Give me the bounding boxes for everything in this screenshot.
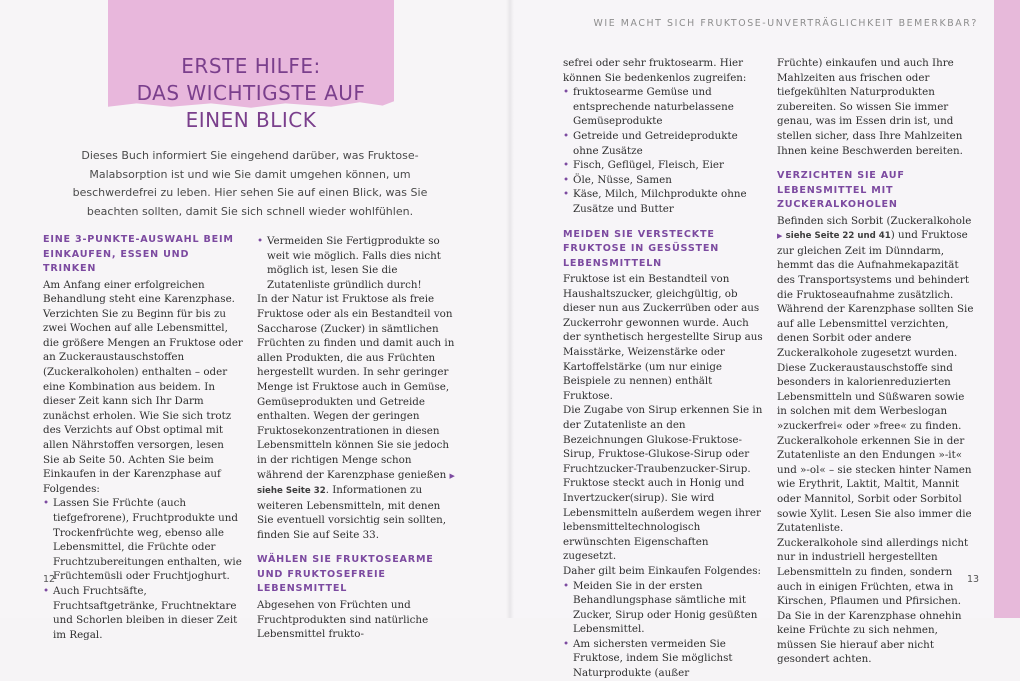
col4-paragraph-3: Zuckeralkohole sind allerdings nicht nur in industriell hergestellten Lebensmitteln zu finden, sondern auch in einigen Früchten, etwa in Kirschen, Pflaumen und Pfirsichen. Da Sie in der Karenzphase ohnehin keine Früchte zu sich nehmen, müssen Sie hierauf aber nicht gesondert achten. <box>777 536 969 666</box>
col2-bullet-list <box>257 234 457 292</box>
column-2 <box>257 234 457 642</box>
col3-paragraph-2: Fruktose ist ein Bestandteil von Haushaltszucker, gleichgültig, ob dieser nun aus Zuckerrüben oder aus Zuckerrohr gewonnen wurde. Auch der synthetisch hergestellte Sirup aus Maisstärke, Weizenstärke oder Kartoffelstärke (um nur einige Beispiele zu nennen) enthält Fruktose. <box>563 273 763 402</box>
col1-bullet-list <box>43 496 243 642</box>
col3-bullet-list-1 <box>563 85 763 216</box>
col2-paragraph-2: Abgesehen von Früchten und Fruchtprodukten sind natürliche Lebensmittel frukto- <box>257 598 429 641</box>
list-item: • Lassen Sie Früchte (auch tiefgefrorene), Fruchtprodukte und Trockenfrüchte weg, ebenso alle Lebensmittel, die Früchte oder Fruchtzubereitungen enthalten, wie Früchtemüsli oder Fruchtjoghurt. <box>43 496 243 584</box>
column-1 <box>43 233 243 642</box>
col2-paragraph-1 <box>257 292 457 542</box>
list-item: • fruktosearme Gemüse und entsprechende naturbelassene Gemüseprodukte <box>563 85 763 129</box>
col1-heading: EINE 3-PUNKTE-AUSWAHL BEIM EINKAUFEN, ESSEN UND TRINKEN <box>43 234 234 274</box>
list-item: • Fisch, Geflügel, Fleisch, Eier <box>563 158 763 173</box>
col3-heading: MEIDEN SIE VERSTECKTE FRUKTOSE IN GESÜSSTEN LEBENSMITTELN <box>563 228 720 269</box>
col4-paragraph-2 <box>777 214 977 536</box>
title-line-2: DAS WICHTIGSTE AUF EINEN BLICK <box>136 81 366 133</box>
book-gutter <box>506 0 514 618</box>
page-reference: siehe Seite 32 <box>257 486 326 497</box>
col4-paragraph-1: Früchte) einkaufen und auch Ihre Mahlzeiten aus frischen oder tiefgekühlten Naturprodukten zubereiten. So wissen Sie immer genau, was im Essen drin ist, und stellen sicher, dass Ihre Mahlzeiten Ihnen keine Beschwerden bereiten. <box>777 57 963 157</box>
col1-paragraph: Am Anfang einer erfolgreichen Behandlung steht eine Karenzphase. Verzichten Sie zu Beginn für bis zu zwei Wochen auf alle Lebensmittel, die größere Mengen an Fruktose oder an Zuckeraustauschstoffen (Zuckeralkoholen) enthalten – oder eine Kombination aus beidem. In dieser Zeit kann sich Ihr Darm zunächst erholen. Wie Sie sich trotz des Verzichts auf Obst optimal mit allen Nährstoffen versorgen, lesen Sie ab Seite 50. Achten Sie beim Einkaufen in der Karenzphase auf Folgendes: <box>43 278 243 495</box>
list-item: • Auch Fruchtsäfte, Fruchtsaftgetränke, Fruchtnektare und Schorlen bleiben in dieser Zeit im Regal. <box>43 584 243 642</box>
title-line-1: ERSTE HILFE: <box>181 54 321 79</box>
list-item: • Getreide und Getreideprodukte ohne Zusätze <box>563 129 763 158</box>
column-3 <box>563 56 763 681</box>
list-item: • Käse, Milch, Milchprodukte ohne Zusätze und Butter <box>563 187 763 216</box>
reference-arrow-icon: ▶ <box>449 471 455 480</box>
col2-para1-text-a: In der Natur ist Fruktose als freie Fruktose oder als ein Bestandteil von Saccharose (Zucker) in sämtlichen Früchten zu finden und damit auch in allen Produkten, die aus Früchten hergestellt wurden. In sehr geringer Menge ist Fruktose auch in Gemüse, Gemüseprodukten und Getreide enthalten. Wegen der geringen Fruktosekonzentrationen in diesen Lebensmitteln können Sie sie jedoch in der richtigen Menge schon während der Karenzphase genießen <box>257 293 455 481</box>
col4-para2-text-a: Befinden sich Sorbit (Zuckeralkohole <box>777 214 972 227</box>
col2-para1-text-b: . Informationen zu weiteren Lebensmitteln, mit denen Sie eventuell vorsichtig sein sollten, finden Sie auf Seite 33. <box>257 484 447 541</box>
page-edge-strip <box>994 0 1020 618</box>
list-item: • Am sichersten vermeiden Sie Fruktose, indem Sie möglichst Naturprodukte (außer <box>563 637 763 681</box>
col3-bullet-list-2 <box>563 579 763 681</box>
col3-paragraph-4: Daher gilt beim Einkaufen Folgendes: <box>563 564 762 577</box>
page-reference: siehe Seite 22 und 41 <box>785 231 891 242</box>
page-title <box>108 53 394 134</box>
page-number-left: 12 <box>43 574 56 585</box>
list-item: • Öle, Nüsse, Samen <box>563 173 763 188</box>
col4-heading: VERZICHTEN SIE AUF LEBENSMITTEL MIT ZUCKERALKOHOLEN <box>777 170 905 211</box>
list-item: • Meiden Sie in der ersten Behandlungsphase sämtliche mit Zucker, Sirup oder Honig gesüßten Lebensmittel. <box>563 579 763 637</box>
running-head: WIE MACHT SICH FRUKTOSE-UNVERTRÄGLICHKEIT BEMERKBAR? <box>593 18 978 29</box>
col4-para2-text-b: ) und Fruktose zur gleichen Zeit im Dünndarm, hemmt das die Aufnahmekapazität des Transportsystems und behindert die Fruktoseaufnahme zusätzlich. Während der Karenzphase sollten Sie auf alle Lebensmittel verzichten, denen Sorbit oder andere Zuckeralkohole zugesetzt wurden. Diese Zuckeraustauschstoffe sind besonders in kalorienreduzierten Lebensmitteln und Süßwaren sowie in solchen mit dem Werbeslogan »zuckerfrei« oder »free« zu finden. Zuckeralkohole erkennen Sie in der Zutatenliste an den Endungen »-it« und »-ol« – sie stecken hinter Namen wie Erythrit, Laktit, Maltit, Mannit oder Mannitol, Sorbit oder Sorbitol sowie Xylit. Lesen Sie also immer die Zutatenliste. <box>777 229 974 535</box>
col3-paragraph-3: Die Zugabe von Sirup erkennen Sie in der Zutatenliste an den Bezeichnungen Glukose-Fruktose-Sirup, Fruktose-Glukose-Sirup oder Fruchtzucker-Traubenzucker-Sirup. Fruktose steckt auch in Honig und Invertzucker(sirup). Sie wird Lebensmitteln außerdem wegen ihrer lebensmitteltechnologisch erwünschten Eigenschaften zugesetzt. <box>563 404 763 563</box>
list-item: • Vermeiden Sie Fertigprodukte so weit wie möglich. Falls dies nicht möglich ist, lesen Sie die Zutatenliste gründlich durch! <box>257 234 457 292</box>
reference-arrow-icon: ▶ <box>777 232 783 241</box>
intro-text: Dieses Buch informiert Sie eingehend darüber, was Fruktose-Malabsorption ist und wie Sie damit umgehen können, um beschwerdefrei zu leben. Hier sehen Sie auf einen Blick, was Sie beachten sollten, damit Sie sich schnell wieder wohlfühlen. <box>72 149 428 218</box>
column-4 <box>777 56 980 667</box>
page-number-right: 13 <box>967 574 980 585</box>
col2-heading: WÄHLEN SIE FRUKTOSEARME UND FRUKTOSEFREIE LEBENSMITTEL <box>257 554 434 595</box>
col3-paragraph-1: sefrei oder sehr fruktosearm. Hier können Sie bedenkenlos zugreifen: <box>563 57 747 84</box>
